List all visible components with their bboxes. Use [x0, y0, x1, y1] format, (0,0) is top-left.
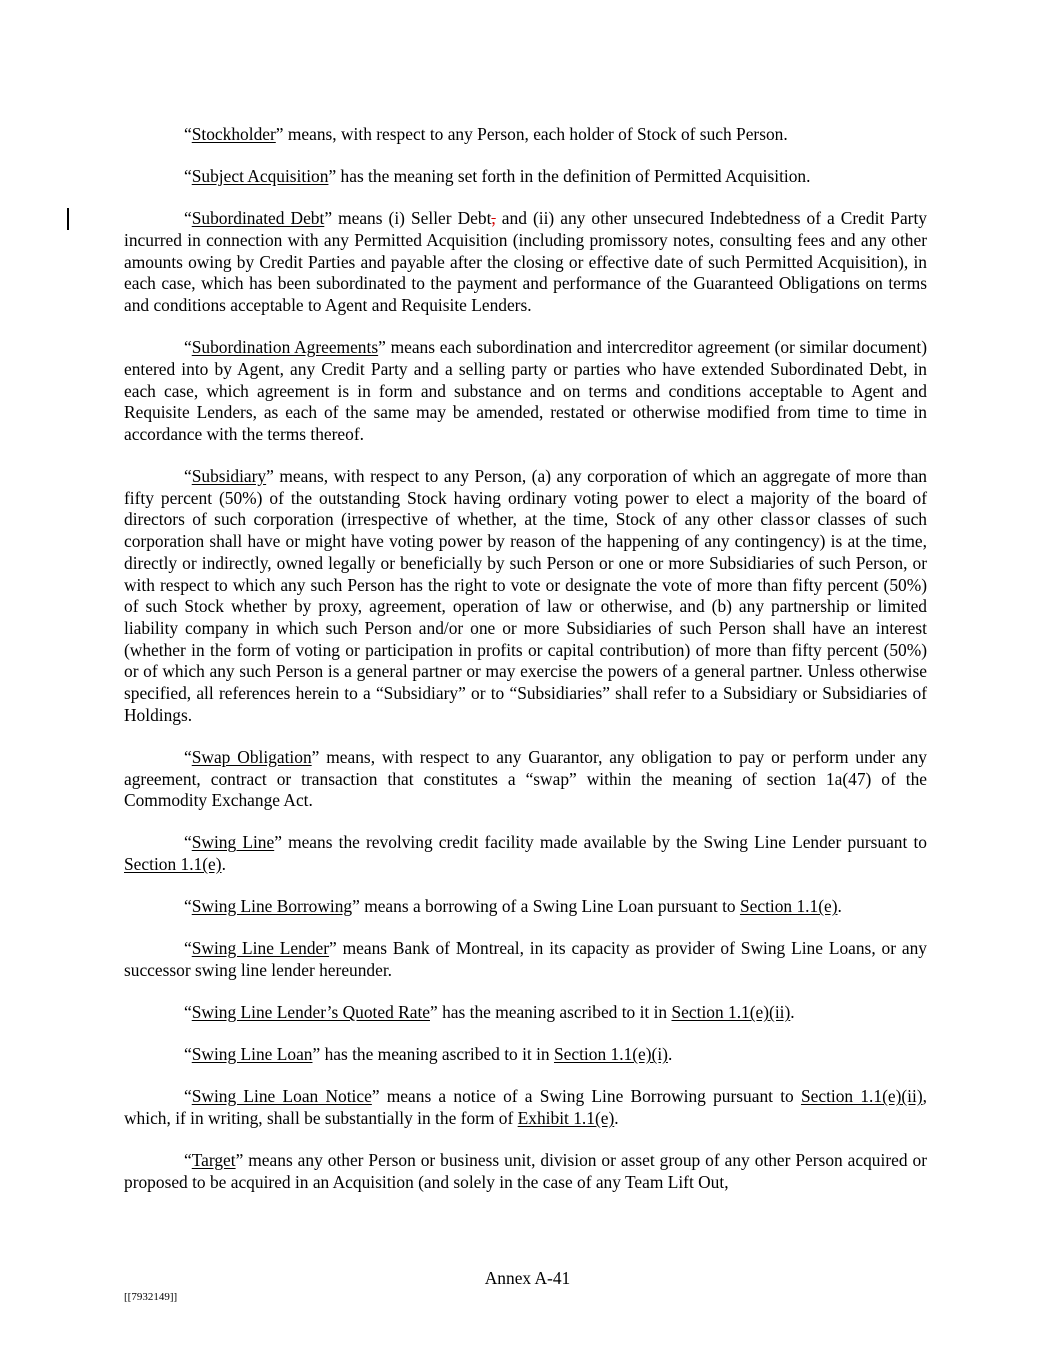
- definition-body: means Bank of Montreal, in its capacity as provider of Swing Line Loans, or any successor swing line lender hereunder.: [124, 938, 927, 980]
- document-id: [[7932149]]: [124, 1291, 178, 1303]
- defined-term: Target: [191, 1150, 236, 1170]
- definition-swap-obligation: “Swap Obligation” means, with respect to any Guarantor, any obligation to pay or perform under any agreement, contract or transaction that constitutes a “swap” within the meaning of section 1a(47) of the Commodity Exchange Act.: [124, 746, 927, 811]
- definition-body-continued: or classes of such corporation shall have or might have voting power by reason of the happening of any contingency) is at the time, directly or indirectly, owned legally or beneficially by such Person or one or more Subsidiaries of such Person, or with respect to which any such Person has the right to vote or designate the vote of more than fifty percent (50%) of such Stock whether by proxy, agreement, operation of law or otherwise, and (b) any partnership or limited liability company in which such Person and/or one or more Subsidiaries of such Person shall have an interest (whether in the form of voting or participation in profits or capital contribution) of more than fifty percent (50%) or of which any such Person is a general partner or may exercise the powers of a general partner. Unless otherwise specified, all references herein to a “Subsidiary” or to “Subsidiaries” shall refer to a Subsidiary or Subsidiaries of Holdings.: [124, 509, 927, 725]
- deleted-text: ,: [491, 208, 496, 229]
- definition-body-continued: and (ii) any other unsecured Indebtedness of a Credit Party incurred in connection with any Permitted Acquisition (including promissory notes, consulting fees and any other amounts owing by Credit Parties and payable after the closing or effective date of such Permitted Acquisition), in each case, which has been subordinated to the payment and performance of the Guaranteed Obligations on terms and conditions acceptable to Agent and Requisite Lenders.: [124, 208, 927, 315]
- definition-body-wide-line: of the board of directors of such corporation (irrespective of whether, at the time, Stock of any other class: [124, 487, 928, 530]
- definition-body: means, with respect to any Person, (a) any corporation of which an aggregate of more than fifty percent (50%) of the outstanding Stock having ordinary voting power to elect a majority: [124, 466, 927, 508]
- defined-term: Swing Line: [191, 832, 275, 853]
- definition-body: means each subordination and intercreditor agreement (or similar document) entered into by Agent, any Credit Party and a selling party or parties who have extended Subordinated Debt, in each case, which agreement is in form and substance and on terms and conditions acceptable to Agent and Requisite Lenders, as each of the same may be amended, restated or otherwise modified from time to time in accordance with the terms thereof.: [124, 337, 927, 444]
- defined-term: Subordinated Debt: [191, 208, 325, 229]
- punctuation: .: [221, 854, 226, 875]
- section-reference: Section 1.1(e)(ii): [671, 1002, 791, 1023]
- definition-swing-line-lenders-quoted-rate: “Swing Line Lender’s Quoted Rate” has the meaning ascribed to it in Section 1.1(e)(ii).: [184, 1002, 795, 1023]
- exhibit-reference: Exhibit 1.1(e): [517, 1107, 615, 1128]
- definition-target: “Target” means any other Person or business unit, division or asset group of any other Person acquired or proposed to be acquired in an Acquisition (and solely in the case of any Team Lift Out,: [124, 1150, 927, 1192]
- defined-term: Subordination Agreements: [191, 337, 379, 358]
- punctuation: .: [667, 1044, 673, 1065]
- section-reference: Section 1.1(e)(i): [553, 1044, 668, 1065]
- defined-term: Swap Obligation: [191, 746, 312, 767]
- definition-body: means, with respect to any Guarantor, any obligation to pay or perform under any agreement, contract or transaction that constitutes a “swap” within the meaning of section 1a(47) of the Commodity Exchange Act.: [124, 746, 927, 811]
- defined-term: Stockholder: [191, 124, 276, 144]
- section-reference: Section 1.1(e)(ii): [800, 1086, 923, 1107]
- definition-swing-line-lender: “Swing Line Lender” means Bank of Montreal, in its capacity as provider of Swing Line Loans, or any successor swing line lender hereunder.: [124, 938, 927, 980]
- definition-stockholder: “Stockholder” means, with respect to any Person, each holder of Stock of such Person.: [184, 124, 788, 144]
- definition-subordination-agreements: “Subordination Agreements” means each subordination and intercreditor agreement (or similar document) entered into by Agent, any Credit Party and a selling party or parties who have extended Subordinated Debt, in each case, which agreement is in form and substance and on terms and conditions acceptable to Agent and Requisite Lenders, as each of the same may be amended, restated or otherwise modified from time to time in accordance with the terms thereof.: [124, 337, 927, 444]
- punctuation: .: [790, 1002, 795, 1023]
- definition-body: means, with respect to any Person, each holder of Stock of such Person.: [287, 124, 788, 144]
- punctuation: .: [614, 1107, 619, 1128]
- change-bar: [67, 208, 69, 230]
- definition-body: means a borrowing of a Swing Line Loan pursuant to: [364, 896, 736, 917]
- page-number: Annex A-41: [484, 1268, 571, 1288]
- definition-subject-acquisition: “Subject Acquisition” has the meaning set forth in the definition of Permitted Acquisition.: [184, 166, 811, 187]
- definition-subordinated-debt: “Subordinated Debt” means (i) Seller Debt, and (ii) any other unsecured Indebtedness of a Credit Party incurred in connection with any Permitted Acquisition (including promissory notes, consulting fees and any other amounts owing by Credit Parties and payable after the closing or effective date of such Permitted Acquisition), in each case, which has been subordinated to the payment and performance of the Guaranteed Obligations on terms and conditions acceptable to Agent and Requisite Lenders.: [124, 208, 927, 315]
- definition-body-continued: , which, if in writing, shall be substantially in the form of: [124, 1086, 928, 1128]
- definition-subsidiary: “Subsidiary” means, with respect to any Person, (a) any corporation of which an aggregate of more than fifty percent (50%) of the outstanding Stock having ordinary voting power to elect a majority of the board of directors of such corporation (irrespective of whether, at the time, Stock of any other class or classes of such corporation shall have or might have voting power by reason of the happening of any contingency) is at the time, directly or indirectly, owned legally or beneficially by such Person or one or more Subsidiaries of such Person, or with respect to which any such Person has the right to vote or designate the vote of more than fifty percent (50%) of such Stock whether by proxy, agreement, operation of law or otherwise, and (b) any partnership or limited liability company in which such Person and/or one or more Subsidiaries of such Person shall have an interest (whether in the form of voting or participation in profits or capital contribution) of more than fifty percent (50%) or of which any such Person is a general partner or may exercise the powers of a general partner. Unless otherwise specified, all references herein to a “Subsidiary” or to “Subsidiaries” shall refer to a Subsidiary or Subsidiaries of Holdings.: [124, 466, 928, 725]
- section-reference: Section 1.1(e): [124, 854, 222, 875]
- definition-swing-line: “Swing Line” means the revolving credit facility made available by the Swing Line Lender pursuant to Section 1.1(e).: [124, 832, 927, 875]
- definition-body: means the revolving credit facility made available by the Swing Line Lender pursuant to: [288, 832, 927, 853]
- definition-body: has the meaning ascribed to it in: [324, 1044, 550, 1065]
- section-reference: Section 1.1(e): [739, 896, 838, 917]
- document-page: [124, 124, 927, 1193]
- defined-term: Swing Line Loan: [191, 1044, 313, 1065]
- definition-body: means any other Person or business unit, division or asset group of any other Person acquired or proposed to be acquired in an Acquisition (and solely in the case of any Team Lift Out,: [124, 1150, 927, 1192]
- defined-term: Swing Line Borrowing: [191, 896, 353, 917]
- definition-body: means a notice of a Swing Line Borrowing pursuant to: [386, 1086, 794, 1107]
- defined-term: Swing Line Loan Notice: [191, 1086, 372, 1107]
- defined-term: Swing Line Lender’s Quoted Rate: [191, 1002, 430, 1023]
- defined-term: Swing Line Lender: [191, 938, 330, 959]
- definition-swing-line-loan: “Swing Line Loan” has the meaning ascribed to it in Section 1.1(e)(i).: [184, 1044, 673, 1065]
- definition-body: has the meaning ascribed to it in: [442, 1002, 668, 1023]
- definition-swing-line-loan-notice: “Swing Line Loan Notice” means a notice of a Swing Line Borrowing pursuant to Section 1.1(e)(ii), which, if in writing, shall be substantially in the form of Exhibit 1.1(e).: [124, 1086, 928, 1128]
- definition-swing-line-borrowing: “Swing Line Borrowing” means a borrowing of a Swing Line Loan pursuant to Section 1.1(e).: [184, 896, 842, 917]
- definition-body: has the meaning set forth in the definition of Permitted Acquisition.: [340, 166, 811, 187]
- punctuation: .: [837, 896, 842, 917]
- defined-term: Subsidiary: [191, 466, 267, 486]
- definition-body: means (i) Seller Debt: [338, 208, 492, 229]
- defined-term: Subject Acquisition: [191, 166, 329, 187]
